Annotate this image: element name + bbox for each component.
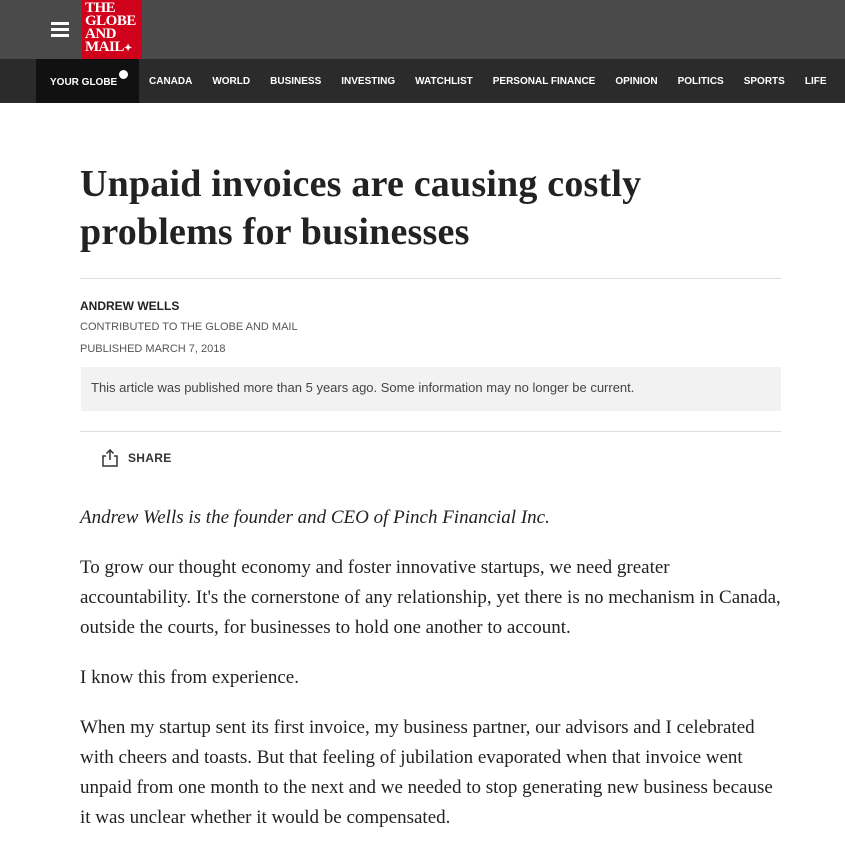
archive-notice: This article was published more than 5 years ago. Some information may no longer be current.	[81, 367, 781, 411]
author-bio: Andrew Wells is the founder and CEO of Pinch Financial Inc.	[80, 507, 550, 528]
nav-your-globe-label: YOUR GLOBE	[50, 77, 118, 88]
published-date: PUBLISHED MARCH 7, 2018	[80, 343, 226, 355]
logo-line: GLOBE	[85, 13, 136, 29]
nav-item-opinion[interactable]: OPINION	[615, 75, 658, 87]
nav-item-business[interactable]: BUSINESS	[270, 75, 322, 87]
article-body	[80, 503, 781, 853]
logo-line: THE	[85, 0, 116, 16]
nav-item-world[interactable]: WORLD	[212, 75, 251, 87]
top-bar	[0, 0, 845, 59]
logo-line: MAIL✦	[85, 39, 132, 55]
nav-item-investing[interactable]: INVESTING	[341, 75, 396, 87]
logo-line: AND	[85, 26, 116, 42]
nav-item-sports[interactable]: SPORTS	[743, 75, 785, 87]
notification-dot-icon	[119, 70, 128, 79]
share-button[interactable]	[100, 448, 172, 468]
nav-item-politics[interactable]: POLITICS	[677, 75, 724, 87]
maple-leaf-icon: ✦	[123, 43, 132, 54]
headline: Unpaid invoices are causing costly problems for businesses	[80, 163, 642, 253]
nav-item-watchlist[interactable]: WATCHLIST	[415, 75, 473, 87]
share-icon	[100, 448, 120, 468]
section-nav	[0, 59, 845, 103]
divider	[80, 278, 781, 279]
body-paragraph: When my startup sent its first invoice, my business partner, our advisors and I celebrated with cheers and toasts. But that feeling of jubilation evaporated when that invoice went unpaid from one month to the next and we needed to stop generating new business because it was unclear whether it would be compensated.	[80, 717, 773, 828]
body-paragraph: To grow our thought economy and foster innovative startups, we need greater accountability. It's the cornerstone of any relationship, yet there is no mechanism in Canada, outside the courts, for businesses to hold one another to account.	[80, 557, 781, 638]
nav-item-canada[interactable]: CANADA	[149, 75, 193, 87]
author-link[interactable]: ANDREW WELLS	[80, 299, 180, 313]
nav-your-globe[interactable]	[36, 59, 139, 103]
nav-item-personal-finance[interactable]: PERSONAL FINANCE	[492, 75, 596, 87]
hamburger-menu-icon[interactable]	[51, 22, 69, 37]
nav-item-life[interactable]: LIFE	[804, 75, 827, 87]
contributor-note: CONTRIBUTED TO THE GLOBE AND MAIL	[80, 321, 298, 333]
body-paragraph: I know this from experience.	[80, 667, 299, 688]
divider	[80, 431, 781, 432]
article-header	[80, 160, 781, 256]
share-label: SHARE	[128, 451, 172, 465]
globe-and-mail-logo[interactable]	[82, 0, 142, 59]
